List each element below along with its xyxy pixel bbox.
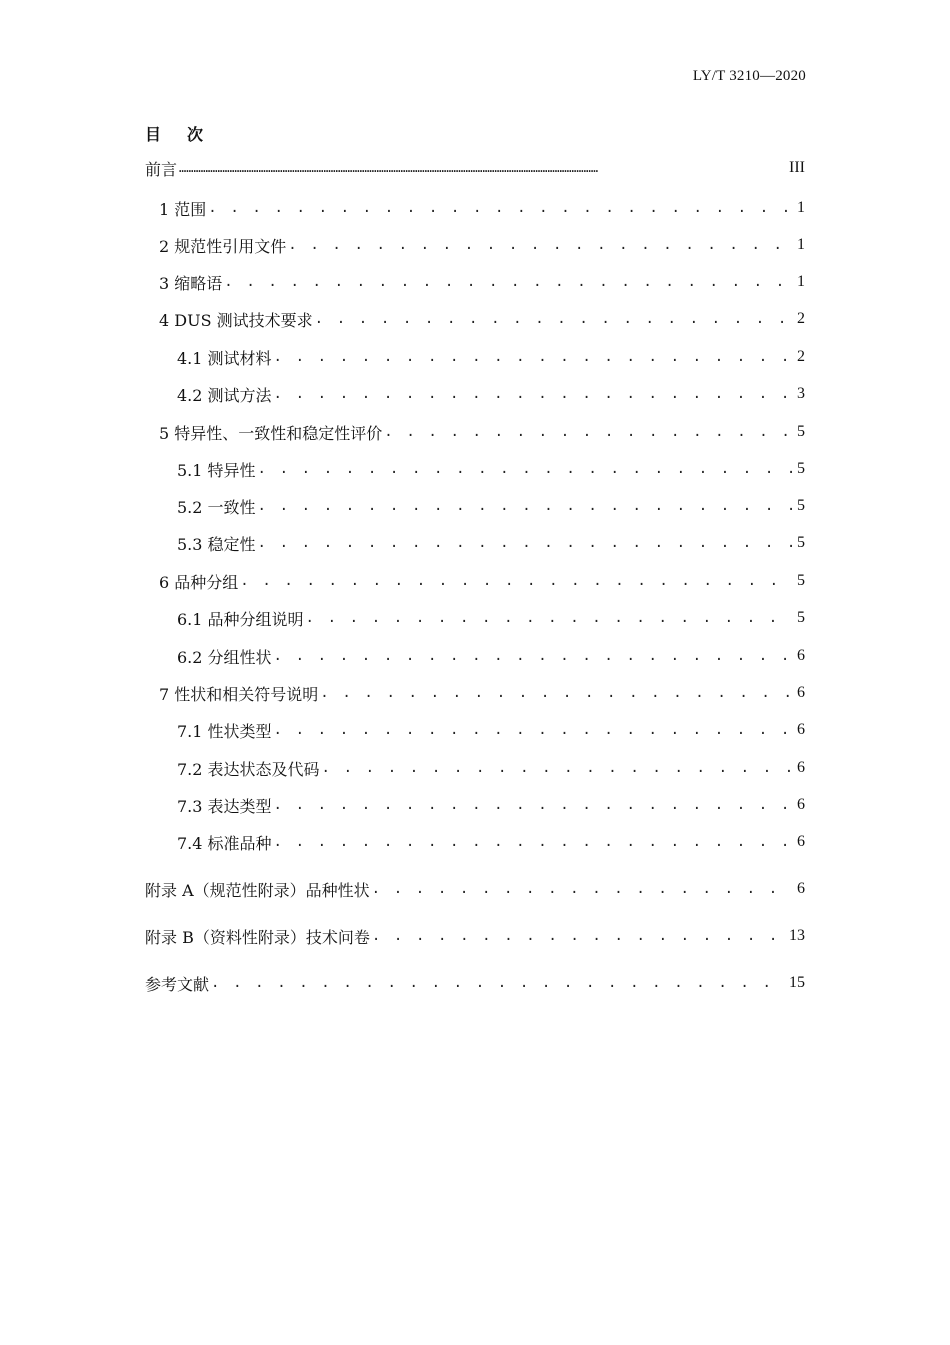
- dot-leader: [211, 975, 785, 991]
- dot-leader: [258, 535, 793, 551]
- dot-leader: [274, 648, 793, 664]
- toc-title-char-1: 目: [145, 125, 162, 144]
- toc-page-number: 5: [797, 460, 805, 477]
- toc-entry-7[interactable]: 7 性状和相关符号说明 . . . 6: [145, 681, 805, 705]
- toc-entry-5-1[interactable]: 5.1 特异性 . . . 5: [145, 457, 805, 481]
- document-code: LY/T 3210—2020: [692, 68, 806, 84]
- dot-leader: [315, 311, 793, 327]
- toc-entry-7-3[interactable]: 7.3 表达类型 . . . 6: [145, 793, 805, 817]
- dot-leader: [288, 237, 793, 253]
- dot-leader: [179, 161, 785, 175]
- toc-page-number: 6: [797, 721, 805, 738]
- toc-page-number: 5: [797, 609, 805, 626]
- toc-entry-2[interactable]: 2 规范性引用文件 . . . 1: [145, 233, 805, 257]
- toc-title-char-2: 次: [187, 125, 204, 144]
- toc-page-number: 5: [797, 497, 805, 514]
- dot-leader: [274, 349, 793, 365]
- toc-entry-annex-b[interactable]: 附录 B（资料性附录）技术问卷 . . . 13: [145, 924, 805, 948]
- toc-page-number: 6: [797, 833, 805, 850]
- toc-page-number: 2: [797, 348, 805, 365]
- toc-page-number: 1: [797, 273, 805, 290]
- dot-leader: [274, 386, 793, 402]
- toc-page-number: 6: [797, 759, 805, 776]
- dot-leader: [224, 274, 793, 290]
- dot-leader: [322, 760, 793, 776]
- toc-entry-6-2[interactable]: 6.2 分组性状 . . . 6: [145, 644, 805, 668]
- toc-entry-7-4[interactable]: 7.4 标准品种 . . . 6: [145, 830, 805, 854]
- toc-entry-references[interactable]: 参考文献 . . . 15: [145, 971, 805, 995]
- toc-page-number: 6: [797, 684, 805, 701]
- toc-page-number: 6: [797, 880, 805, 897]
- toc-entry-7-1[interactable]: 7.1 性状类型 . . . 6: [145, 718, 805, 742]
- toc-page-number: 5: [797, 534, 805, 551]
- toc-page-number: III: [789, 159, 805, 176]
- toc-page-number: 2: [797, 310, 805, 327]
- dot-leader: [258, 461, 793, 477]
- toc-entry-5-2[interactable]: 5.2 一致性 . . . 5: [145, 494, 805, 518]
- toc-page-number: 5: [797, 423, 805, 440]
- toc-page-number: 13: [789, 927, 805, 944]
- dot-leader: [274, 834, 793, 850]
- dot-leader: [274, 797, 793, 813]
- toc-entry-6[interactable]: 6 品种分组 . . . 5: [145, 569, 805, 593]
- dot-leader: [240, 573, 793, 589]
- toc-entry-1[interactable]: 1 范围 . . . 1: [145, 196, 805, 220]
- toc-entry-6-1[interactable]: 6.1 品种分组说明 . . . 5: [145, 606, 805, 630]
- toc-page-number: 6: [797, 796, 805, 813]
- toc-page-number: 1: [797, 199, 805, 216]
- dot-leader: [372, 928, 785, 944]
- toc-entry-5[interactable]: 5 特异性、一致性和稳定性评价 . . . 5: [145, 420, 805, 444]
- toc-page-number: 15: [789, 974, 805, 991]
- toc-entry-4-1[interactable]: 4.1 测试材料 . . . 2: [145, 345, 805, 369]
- toc-page-number: 1: [797, 236, 805, 253]
- toc-entry-5-3[interactable]: 5.3 稳定性 . . . 5: [145, 531, 805, 555]
- toc-entry-4[interactable]: 4 DUS 测试技术要求 . . . 2: [145, 307, 805, 331]
- dot-leader: [384, 424, 793, 440]
- toc-entry-preface[interactable]: 前言 ………………………………………………………………………………………………………………………………………………………… III: [145, 156, 805, 180]
- toc-page-number: 6: [797, 647, 805, 664]
- toc-entry-annex-a[interactable]: 附录 A（规范性附录）品种性状 . . . 6: [145, 877, 805, 901]
- toc-page-number: 5: [797, 572, 805, 589]
- toc-title: [145, 122, 203, 145]
- toc-page-number: 3: [797, 385, 805, 402]
- dot-leader: [320, 685, 793, 701]
- toc-entry-7-2[interactable]: 7.2 表达状态及代码 . . . 6: [145, 756, 805, 780]
- toc-entry-3[interactable]: 3 缩略语 . . . 1: [145, 270, 805, 294]
- dot-leader: [208, 200, 793, 216]
- dot-leader: [258, 498, 793, 514]
- dot-leader: [274, 722, 793, 738]
- toc-entry-4-2[interactable]: 4.2 测试方法 . . . 3: [145, 382, 805, 406]
- dot-leader: [372, 881, 793, 897]
- dot-leader: [306, 610, 793, 626]
